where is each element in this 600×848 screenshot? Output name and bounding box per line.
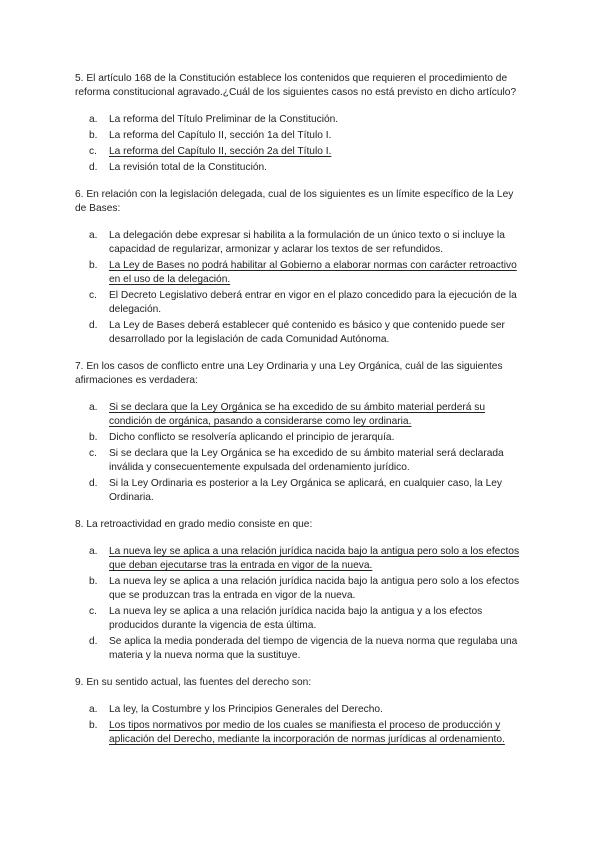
option-b [75, 129, 520, 143]
option-letter: d. [89, 320, 98, 331]
option-letter: a. [89, 114, 98, 125]
option-b [75, 575, 520, 603]
option-text: La nueva ley se aplica a una relación jurídica nacida bajo la antigua pero solo a los efectos que deban ejecutarse tras la entrada en vigor de la nueva. [109, 546, 520, 571]
option-letter: c. [89, 146, 97, 157]
option-letter: c. [89, 290, 97, 301]
option-list [75, 229, 520, 347]
option-text: Los tipos normativos por medio de los cuales se manifiesta el proceso de producción y aplicación del Derecho, mediante la incorporación de normas jurídicas al ordenamiento. [109, 720, 505, 745]
option-d [75, 319, 520, 347]
question-text: 7. En los casos de conflicto entre una Ley Ordinaria y una Ley Orgánica, cuál de las siguientes afirmaciones es verdadera: [75, 361, 503, 386]
option-letter: a. [89, 402, 98, 413]
option-text: La revisión total de la Constitución. [109, 162, 267, 173]
option-b-underlined [75, 259, 520, 287]
option-letter: b. [89, 720, 98, 731]
option-text: La reforma del Capítulo II, sección 2a del Título I. [109, 146, 332, 157]
option-a-underlined [75, 401, 520, 429]
option-c-underlined [75, 145, 520, 159]
option-list [75, 545, 520, 663]
option-d [75, 161, 520, 175]
option-a [75, 113, 520, 127]
option-letter: a. [89, 704, 98, 715]
option-text: La delegación debe expresar si habilita a la formulación de un único texto o si incluye la capacidad de regularizar, armonizar y aclarar los textos de ser refundidos. [109, 230, 505, 255]
option-list [75, 703, 520, 747]
option-b [75, 431, 520, 445]
option-letter: c. [89, 448, 97, 459]
option-letter: c. [89, 606, 97, 617]
option-d [75, 477, 520, 505]
option-c [75, 289, 520, 317]
question-text: 9. En su sentido actual, las fuentes del derecho son: [75, 677, 312, 688]
question-text: 8. La retroactividad en grado medio consiste en que: [75, 519, 313, 530]
option-text: Si la Ley Ordinaria es posterior a la Ley Orgánica se aplicará, en cualquier caso, la Ley Ordinaria. [109, 478, 502, 503]
option-text: La reforma del Título Preliminar de la Constitución. [109, 114, 339, 125]
option-text: Si se declara que la Ley Orgánica se ha excedido de su ámbito material será declarada inválida y consecuentemente expulsada del ordenamiento jurídico. [109, 448, 504, 473]
option-a-underlined [75, 545, 520, 573]
option-letter: b. [89, 130, 98, 141]
option-list [75, 401, 520, 505]
question-7 [75, 360, 520, 505]
option-text: La Ley de Bases deberá establecer qué contenido es básico y que contenido puede ser desarrollado por la legislación de cada Comunidad Autónoma. [109, 320, 505, 345]
question-6 [75, 188, 520, 347]
option-text: Dicho conflicto se resolvería aplicando el principio de jerarquía. [109, 432, 395, 443]
question-text: 6. En relación con la legislación delegada, cual de los siguientes es un límite específico de la Ley de Bases: [75, 189, 514, 214]
option-text: Si se declara que la Ley Orgánica se ha excedido de su ámbito material perderá su condición de orgánica, pasando a considerarse como ley ordinaria. [109, 402, 486, 427]
option-letter: d. [89, 636, 98, 647]
option-text: El Decreto Legislativo deberá entrar en vigor en el plazo concedido para la ejecución de la delegación. [109, 290, 517, 315]
option-text: La nueva ley se aplica a una relación jurídica nacida bajo la antigua pero solo a los efectos que se produzcan tras la entrada en vigor de la nueva. [109, 576, 520, 601]
option-text: La nueva ley se aplica a una relación jurídica nacida bajo la antigua y a los efectos producidos durante la vigencia de esta última. [109, 606, 483, 631]
option-list [75, 113, 520, 175]
option-text: Se aplica la media ponderada del tiempo de vigencia de la nueva norma que regulaba una materia y la nueva norma que la sustituye. [109, 636, 518, 661]
question-5 [75, 72, 520, 175]
question-8 [75, 518, 520, 663]
option-letter: b. [89, 576, 98, 587]
option-letter: a. [89, 230, 98, 241]
option-letter: b. [89, 260, 98, 271]
option-c [75, 605, 520, 633]
option-b-underlined [75, 719, 520, 747]
option-letter: a. [89, 546, 98, 557]
option-d [75, 635, 520, 663]
option-a [75, 703, 520, 717]
option-c [75, 447, 520, 475]
option-a [75, 229, 520, 257]
option-letter: d. [89, 162, 98, 173]
option-text: La Ley de Bases no podrá habilitar al Gobierno a elaborar normas con carácter retroactivo en el uso de la delegación. [109, 260, 517, 285]
question-text: 5. El artículo 168 de la Constitución establece los contenidos que requieren el procedimiento de reforma constitucional agravado.¿Cuál de los siguientes casos no está previsto en dicho artículo? [75, 73, 517, 98]
option-letter: d. [89, 478, 98, 489]
option-text: La reforma del Capítulo II, sección 1a del Título I. [109, 130, 332, 141]
question-9 [75, 676, 520, 747]
option-letter: b. [89, 432, 98, 443]
option-text: La ley, la Costumbre y los Principios Generales del Derecho. [109, 704, 383, 715]
